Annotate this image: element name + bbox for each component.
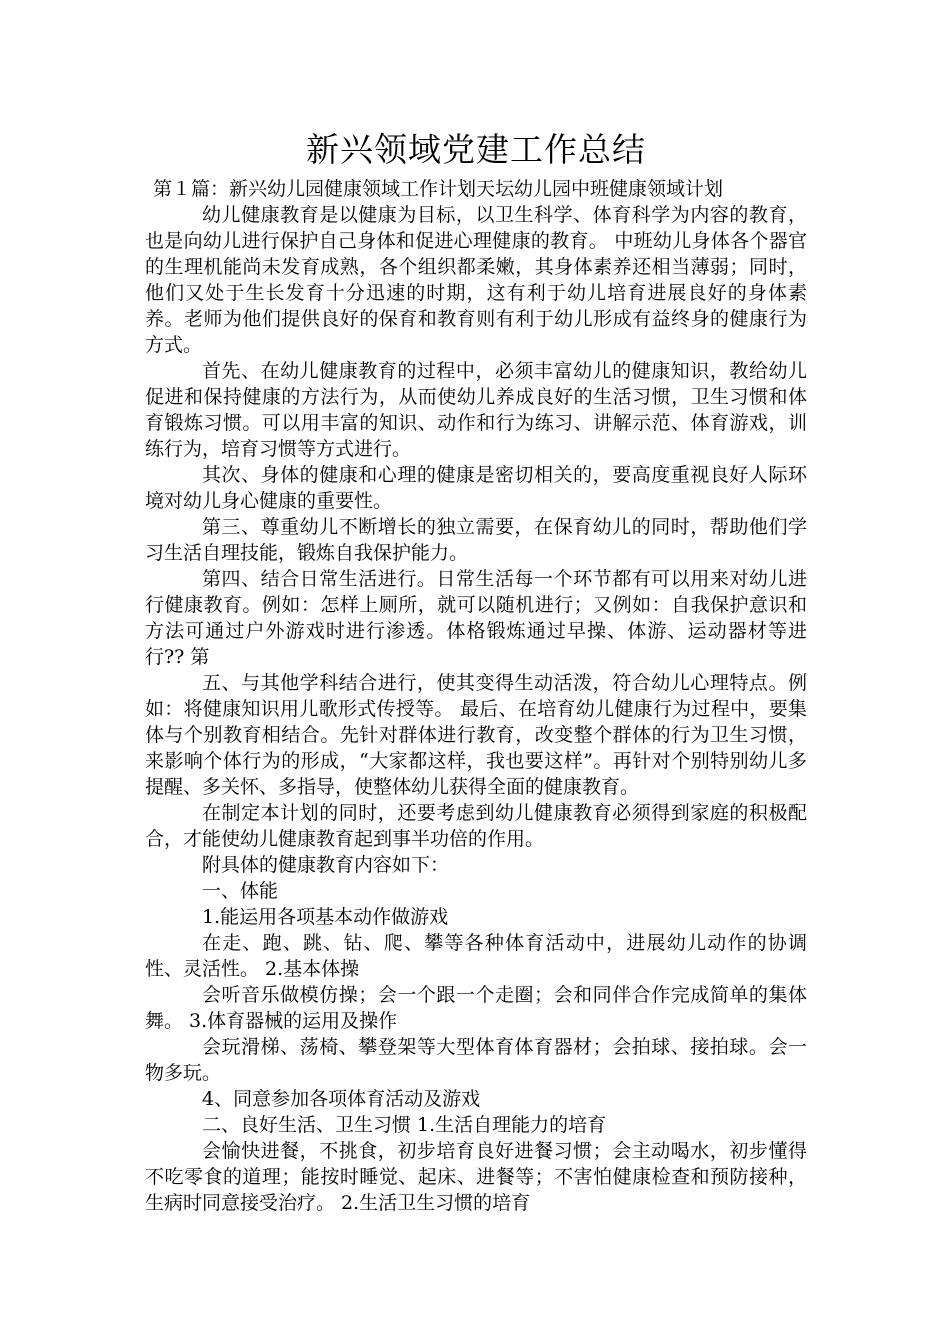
document-subtitle: 第１篇：新兴幼儿园健康领域工作计划天坛幼儿园中班健康领域计划 bbox=[153, 178, 724, 200]
paragraph-first: 首先、在幼儿健康教育的过程中，必须丰富幼儿的健康知识，教给幼儿促进和保持健康的方法行为，从而使幼儿养成良好的生活习惯，卫生习惯和体育锻炼习惯。可以用丰富的知识、动作和行为练习、讲解示范、体育游戏，训练行为，培育习惯等方式进行。 bbox=[145, 360, 807, 460]
paragraph-third: 第三、尊重幼儿不断增长的独立需要，在保育幼儿的同时，帮助他们学习生活自理技能，锻炼自我保护能力。 bbox=[145, 516, 807, 564]
paragraph-equipment: 会玩滑梯、荡椅、攀登架等大型体育体育器材；会拍球、接拍球。会一物多玩。 bbox=[145, 1036, 807, 1084]
item-basic-movements: 1.能运用各项基本动作做游戏 bbox=[202, 906, 449, 928]
paragraph-intro: 幼儿健康教育是以健康为目标，以卫生科学、体育科学为内容的教育，也是向幼儿进行保护自己身体和促进心理健康的教育。 中班幼儿身体各个器官的生理机能尚未发育成熟，各个组织都柔嫩，其身体素养还相当薄弱；同时，他们又处于生长发育十分迅速的时期，这有利于幼儿培育进展良好的身体素养。老师为他们提供良好的保育和教育则有利于幼儿形成有益终身的健康行为方式。 bbox=[145, 204, 807, 356]
document-title: 新兴领域党建工作总结 bbox=[306, 130, 646, 169]
paragraph-fourth: 第四、结合日常生活进行。日常生活每一个环节都有可以用来对幼儿进行健康教育。例如：怎样上厕所，就可以随机进行；又例如：自我保护意识和方法可通过户外游戏时进行渗透。体格锻炼通过早操、体游、运动器材等进行?? 第 bbox=[145, 568, 807, 668]
paragraph-exercises: 会听音乐做模仿操；会一个跟一个走圈；会和同伴合作完成简单的集体舞。 3.体育器械的运用及操作 bbox=[145, 984, 807, 1032]
document-page bbox=[145, 128, 807, 1216]
paragraph-movements: 在走、跑、跳、钻、爬、攀等各种体育活动中，进展幼儿动作的协调性、灵活性。 2.基本体操 bbox=[145, 932, 807, 980]
paragraph-second: 其次、身体的健康和心理的健康是密切相关的，要高度重视良好人际环境对幼儿身心健康的重要性。 bbox=[145, 464, 807, 512]
paragraph-self-care: 会愉快进餐，不挑食，初步培育良好进餐习惯；会主动喝水，初步懂得不吃零食的道理；能按时睡觉、起床、进餐等；不害怕健康检查和预防接种，生病时同意接受治疗。 2.生活卫生习惯的培育 bbox=[145, 1140, 807, 1214]
section-heading-physical: 一、体能 bbox=[202, 880, 279, 902]
document-body bbox=[145, 202, 807, 1216]
paragraph-fifth: 五、与其他学科结合进行，使其变得生动活泼，符合幼儿心理特点。例如：将健康知识用儿歌形式传授等。 最后、在培育幼儿健康行为过程中，要集体与个别教育相结合。先针对群体进行教育，改变整个群体的行为卫生习惯，来影响个体行为的形成，“大家都这样，我也要这样”。再针对个别特别幼儿多提醒、多关怀、多指导，使整体幼儿获得全面的健康教育。 bbox=[145, 672, 807, 798]
section-heading-habits: 二、良好生活、卫生习惯 1.生活自理能力的培育 bbox=[202, 1114, 607, 1136]
paragraph-appendix: 附具体的健康教育内容如下： bbox=[202, 854, 450, 876]
item-activities: 4、同意参加各项体育活动及游戏 bbox=[202, 1088, 481, 1110]
paragraph-family: 在制定本计划的同时，还要考虑到幼儿健康教育必须得到家庭的积极配合，才能使幼儿健康教育起到事半功倍的作用。 bbox=[145, 802, 807, 850]
